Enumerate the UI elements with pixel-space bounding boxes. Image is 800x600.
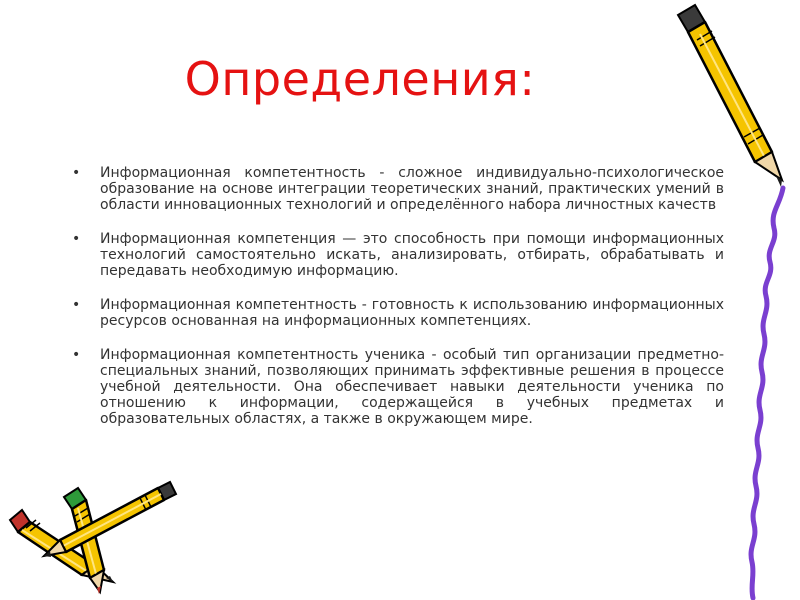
squiggle-line-icon xyxy=(751,188,783,598)
bullet-marker: • xyxy=(72,231,81,247)
definitions-list xyxy=(72,165,724,445)
list-item xyxy=(72,165,724,213)
bullet-marker: • xyxy=(72,297,81,313)
definition-text: Информационная компетентность - сложное индивидуально-психологическое образование на основе интеграции теоретических знаний, практических умений в области инновационных технологий и определённого набора личностных качеств xyxy=(100,165,724,213)
slide-title: Определения: xyxy=(184,52,536,106)
definition-text: Информационная компетентность - готовность к использованию информационных ресурсов основанная на информационных компетенциях. xyxy=(100,297,724,329)
list-item xyxy=(72,347,724,427)
definition-text: Информационная компетенция — это способность при помощи информационных технологий самостоятельно искать, анализировать, отбирать, обрабатывать и передавать необходимую информацию. xyxy=(100,231,724,279)
definition-text: Информационная компетентность ученика - особый тип организации предметно-специальных знаний, позволяющих принимать эффективные решения в процессе учебной деятельности. Она обеспечивает навыки деятельности ученика по отношению к информации, содержащейся в учебных предметах и образовательных областях, а также в окружающем мире. xyxy=(100,347,724,427)
crossed-pencils-icon xyxy=(10,482,176,594)
list-item xyxy=(72,231,724,279)
bullet-marker: • xyxy=(72,165,81,181)
bullet-marker: • xyxy=(72,347,81,363)
list-item xyxy=(72,297,724,329)
